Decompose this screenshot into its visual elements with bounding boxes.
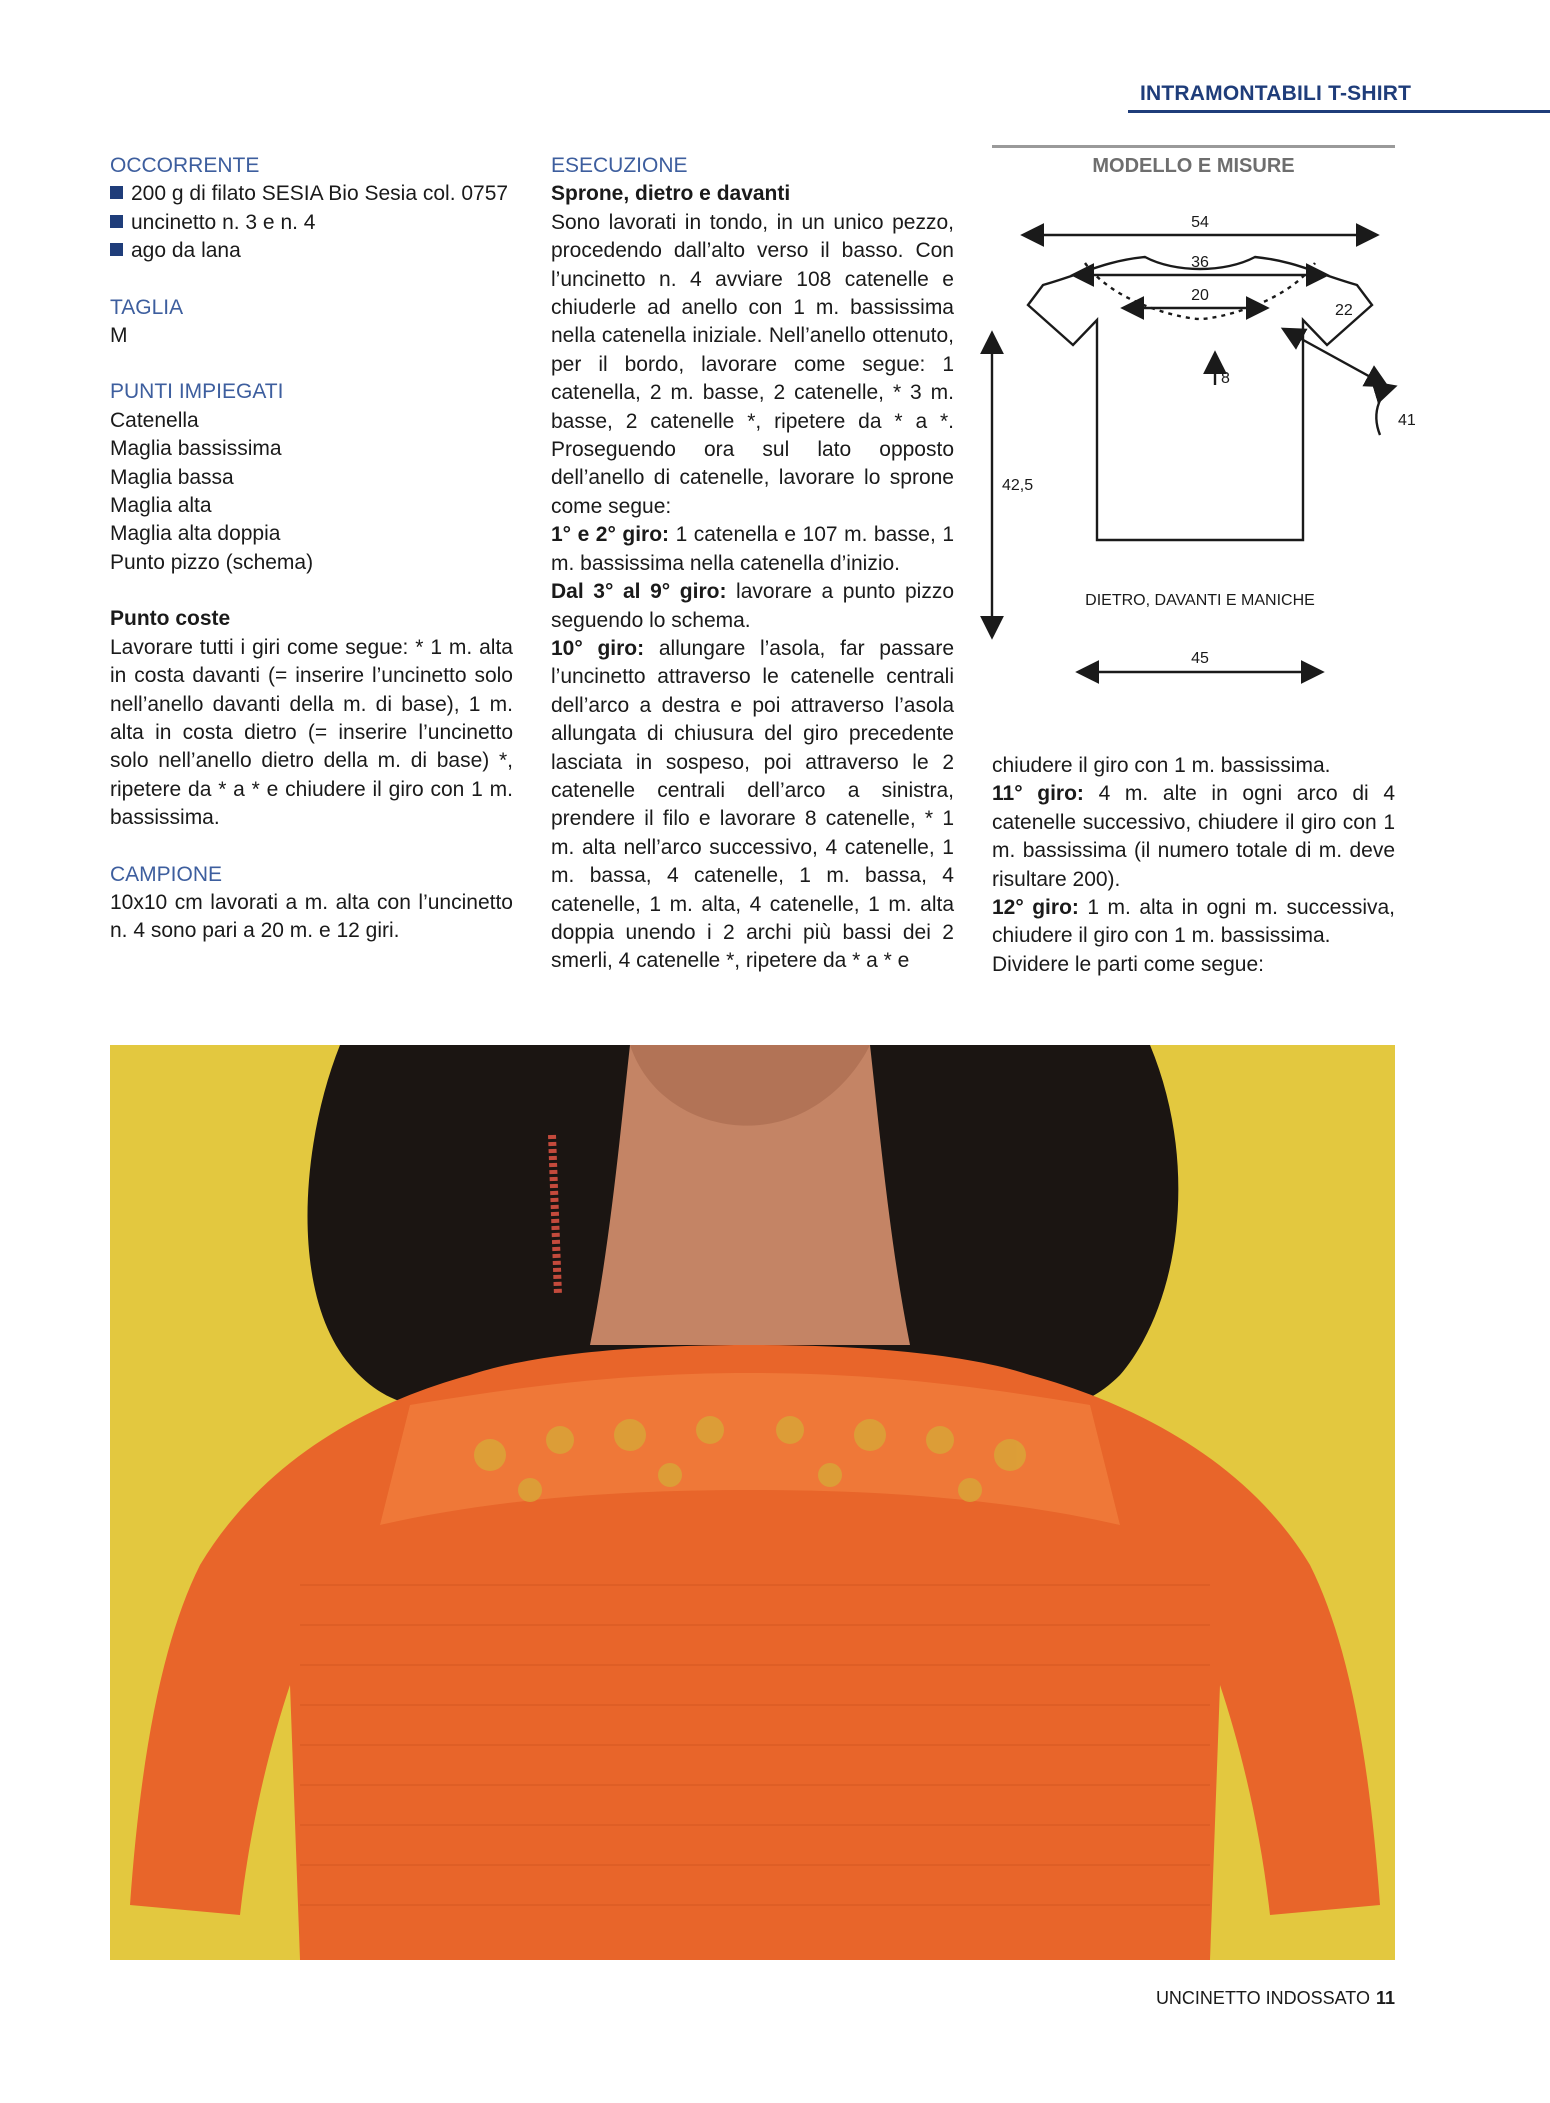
measure-8: 8 bbox=[1221, 370, 1230, 387]
measure-41: 41 bbox=[1398, 412, 1416, 429]
campione-text: 10x10 cm lavorati a m. alta con l’uncinetto n. 4 sono pari a 20 m. e 12 giri. bbox=[110, 890, 513, 943]
esecuzione-heading: ESECUZIONE bbox=[551, 154, 688, 177]
page-footer bbox=[1156, 1988, 1395, 2009]
measure-22: 22 bbox=[1335, 302, 1353, 319]
coste-heading: Punto coste bbox=[110, 607, 231, 631]
giro-text: 4 m. alte in ogni arco di 4 catenelle successivo, chiudere il giro con 1 m. bassissima (il numero totale di m. deve risultare 200). bbox=[992, 782, 1395, 891]
taglia-value: M bbox=[110, 324, 128, 348]
giro-label: 10° giro: bbox=[551, 636, 645, 660]
measure-45: 45 bbox=[1191, 650, 1209, 667]
giro-text: 1 m. alta in ogni m. successiva, chiudere il giro con 1 m. bassissima. bbox=[992, 896, 1395, 948]
header-rule bbox=[1128, 110, 1550, 113]
measure-20: 20 bbox=[1191, 287, 1209, 304]
size-diagram bbox=[985, 145, 1416, 695]
esecuzione-intro: Sono lavorati in tondo, in un unico pezzo, procedendo dall’alto verso il basso. Con l’uncinetto n. 4 avviare 108 catenelle e chiuderle ad anello con 1 m. bassissima nella catenella iniziale. Nell’anello ottenuto, per il bordo, lavorare come segue: 1 catenella, 2 m. basse, 2 catenelle, * 3 m. basse, 2 catenelle *, ripetere da * a *. Proseguendo ora sul lato opposto dell’anello di catenelle, lavorare lo sprone come segue: bbox=[551, 210, 954, 518]
giro-label: 12° giro: bbox=[992, 896, 1079, 920]
continuation-text: chiudere il giro con 1 m. bassissima. bbox=[992, 754, 1331, 777]
giro-label: 1° e 2° giro: bbox=[551, 523, 670, 547]
giro-10 bbox=[551, 635, 954, 976]
punti-item: Maglia bassa bbox=[110, 465, 234, 489]
campione-heading: CAMPIONE bbox=[110, 862, 223, 886]
column-materials bbox=[110, 152, 513, 946]
divide-text: Dividere le parti come segue: bbox=[992, 952, 1264, 976]
diagram-title: MODELLO E MISURE bbox=[1092, 155, 1295, 177]
occorrente-heading: OCCORRENTE bbox=[110, 154, 260, 177]
photo-illustration bbox=[110, 1045, 1395, 1960]
giro-label: Dal 3° al 9° giro: bbox=[551, 580, 727, 604]
giro-3-9 bbox=[551, 578, 954, 635]
magazine-name: UNCINETTO INDOSSATO bbox=[1155, 1988, 1370, 2008]
punti-item: Catenella bbox=[110, 408, 199, 432]
punti-item: Maglia bassissima bbox=[110, 437, 282, 461]
occorrente-item: 200 g di filato SESIA Bio Sesia col. 0757 bbox=[110, 180, 513, 208]
sprone-subheading: Sprone, dietro e davanti bbox=[551, 182, 791, 206]
column-execution bbox=[551, 152, 954, 976]
taglia-heading: TAGLIA bbox=[110, 295, 184, 319]
page-section-title: INTRAMONTABILI T-SHIRT bbox=[1140, 82, 1412, 105]
punti-heading: PUNTI IMPIEGATI bbox=[110, 380, 284, 404]
occorrente-item: ago da lana bbox=[110, 237, 513, 265]
giro-11 bbox=[992, 780, 1395, 894]
diagram-piece-label: DIETRO, DAVANTI E MANICHE bbox=[1085, 592, 1315, 609]
giro-1-2 bbox=[551, 521, 954, 578]
measure-36: 36 bbox=[1191, 254, 1209, 271]
punti-item: Maglia alta bbox=[110, 494, 212, 518]
occorrente-item: uncinetto n. 3 e n. 4 bbox=[110, 209, 513, 237]
giro-text: lavorare a punto pizzo seguendo lo schema. bbox=[551, 580, 954, 632]
arrow-41 bbox=[1376, 387, 1393, 435]
measure-42-5: 42,5 bbox=[1002, 477, 1034, 494]
page-number: 11 bbox=[1375, 1988, 1395, 2008]
giro-label: 11° giro: bbox=[992, 782, 1084, 806]
coste-text: Lavorare tutti i giri come segue: * 1 m. alta in costa davanti (= inserire l’uncinetto solo nell’anello davanti della m. di base), 1 m. alta in costa dietro (= inserire l’uncinetto solo nell’anello dietro della m. di base) *, ripetere da * a * e chiudere il giro con 1 m. bassissima. bbox=[110, 635, 513, 830]
giro-text: allungare l’asola, far passare l’uncinetto attraverso le catenelle centrali dell’arco a destra e poi attraverso l’asola allungata di chiusura del giro precedente lasciata in sospeso, poi attraverso le 2 catenelle centrali dell’arco a sinistra, prendere il filo e lavorare 8 catenelle, * 1 m. alta nell’arco successivo, 4 catenelle, 1 m. bassa, 4 catenelle, 1 m. bassa, 4 catenelle, 1 m. alta, 4 catenelle, 1 m. alta doppia unendo i 2 archi più bassi dei 2 smerli, 4 catenelle *, ripetere da * a * e bbox=[551, 636, 955, 973]
giro-text: 1 catenella e 107 m. basse, 1 m. bassissima nella catenella d’inizio. bbox=[551, 523, 954, 575]
column-continuation bbox=[992, 752, 1395, 979]
measure-54: 54 bbox=[1191, 214, 1209, 231]
punti-item: Maglia alta doppia bbox=[110, 522, 281, 546]
product-photo bbox=[110, 1045, 1395, 1960]
punti-item: Punto pizzo (schema) bbox=[110, 550, 314, 574]
giro-12 bbox=[992, 894, 1395, 951]
